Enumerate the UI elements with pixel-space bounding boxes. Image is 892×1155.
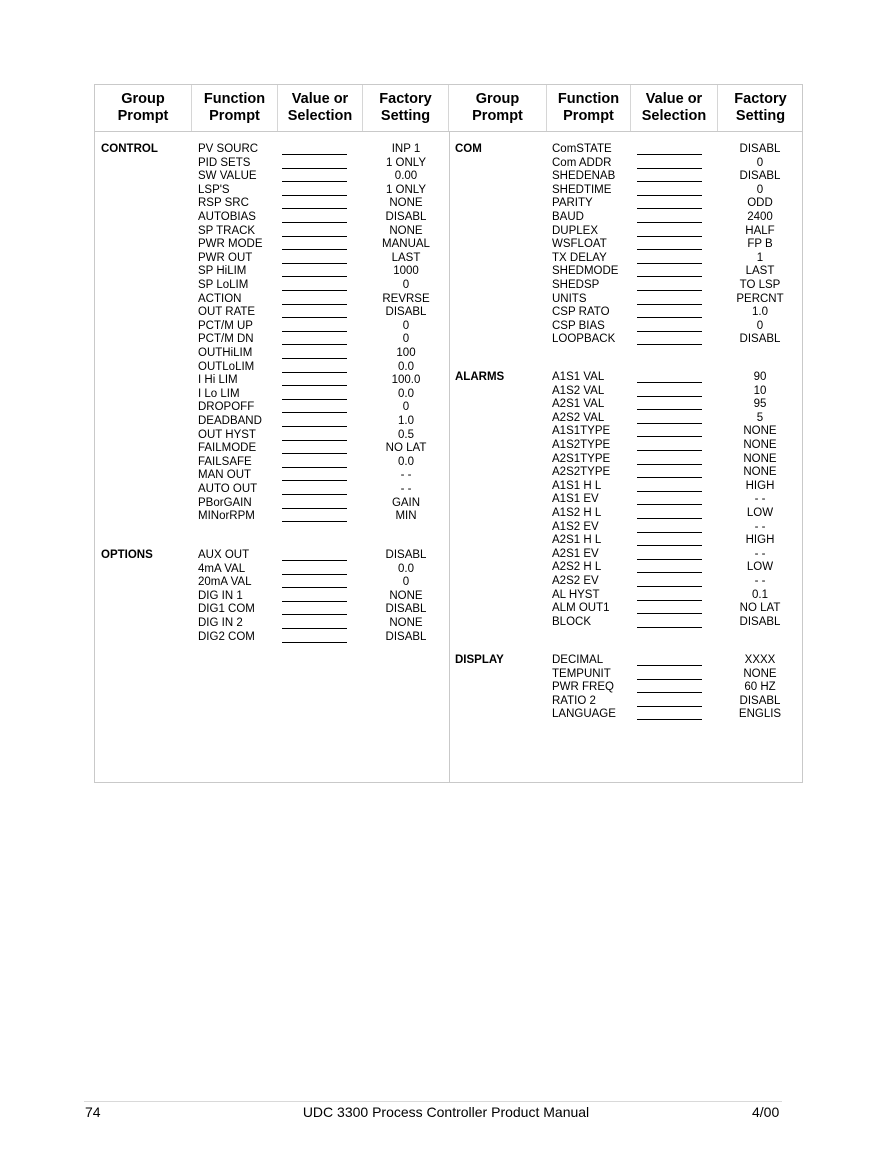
factory-setting: LAST bbox=[745, 265, 775, 278]
factory-setting: NONE bbox=[743, 466, 777, 479]
function-prompt: LOOPBACK bbox=[552, 333, 616, 346]
factory-setting: DISABL bbox=[385, 603, 427, 616]
factory-setting: NONE bbox=[743, 667, 777, 680]
factory-setting: - - bbox=[754, 493, 766, 506]
value-entry-blank[interactable] bbox=[282, 358, 347, 359]
header-factory-setting-right: Factory Setting bbox=[734, 91, 787, 124]
factory-setting: DISABL bbox=[739, 170, 781, 183]
function-prompt: A1S2 H L bbox=[552, 507, 602, 519]
header-group-prompt-left: Group Prompt bbox=[95, 85, 192, 131]
value-entry-blank[interactable] bbox=[282, 412, 347, 413]
factory-setting: DISABL bbox=[385, 306, 427, 319]
value-entry-blank[interactable] bbox=[282, 453, 347, 454]
factory-setting: ODD bbox=[747, 197, 773, 210]
header-value-selection-right: Value or Selection bbox=[631, 85, 718, 131]
function-prompt: DUPLEX bbox=[552, 224, 599, 237]
factory-setting: LOW bbox=[746, 507, 774, 519]
value-entry-blank[interactable] bbox=[637, 344, 702, 345]
factory-setting: NONE bbox=[743, 425, 777, 438]
factory-setting: NONE bbox=[389, 197, 423, 210]
function-prompt: Com ADDR bbox=[552, 156, 612, 169]
function-prompt: FAILMODE bbox=[198, 442, 257, 455]
group-name: COM bbox=[455, 143, 482, 155]
factory-setting: DISABL bbox=[385, 211, 427, 223]
factory-setting: 0.0 bbox=[398, 360, 414, 373]
function-prompt: PWR FREQ bbox=[552, 681, 614, 694]
function-prompt: A1S2TYPE bbox=[552, 439, 611, 451]
value-entry-blank[interactable] bbox=[637, 181, 702, 182]
function-prompt: OUT RATE bbox=[198, 306, 256, 319]
footer-title: UDC 3300 Process Controller Product Manual bbox=[302, 1104, 590, 1120]
function-prompt: SP HiLIM bbox=[198, 265, 247, 278]
factory-setting: INP 1 bbox=[391, 143, 421, 155]
page-number: 74 bbox=[85, 1104, 101, 1120]
function-prompt: SHEDSP bbox=[552, 279, 600, 291]
value-entry-blank[interactable] bbox=[282, 601, 347, 602]
function-prompt: OUTHiLIM bbox=[198, 347, 253, 359]
function-prompt: SP TRACK bbox=[198, 224, 256, 237]
factory-setting: 1.0 bbox=[398, 415, 414, 427]
value-entry-blank[interactable] bbox=[637, 504, 702, 505]
function-prompt: SHEDTIME bbox=[552, 183, 612, 196]
factory-setting: XXXX bbox=[744, 654, 776, 666]
function-prompt: DIG IN 1 bbox=[198, 589, 243, 602]
function-prompt: FAILSAFE bbox=[198, 455, 252, 468]
function-prompt: RATIO 2 bbox=[552, 694, 596, 707]
function-prompt: LANGUAGE bbox=[552, 708, 616, 721]
header-value-selection-left: Value or Selection bbox=[278, 85, 363, 131]
function-prompt: AUTO OUT bbox=[198, 483, 258, 495]
value-entry-blank[interactable] bbox=[637, 290, 702, 291]
factory-setting: 5 bbox=[756, 411, 764, 424]
value-entry-blank[interactable] bbox=[282, 317, 347, 318]
value-entry-blank[interactable] bbox=[282, 331, 347, 332]
factory-setting: PERCNT bbox=[736, 292, 784, 305]
function-prompt: A2S2 VAL bbox=[552, 411, 605, 424]
value-entry-blank[interactable] bbox=[637, 692, 702, 693]
function-prompt: PARITY bbox=[552, 197, 593, 210]
function-prompt: A1S2 EV bbox=[552, 520, 599, 533]
factory-setting: 1 ONLY bbox=[385, 156, 427, 169]
value-entry-blank[interactable] bbox=[637, 249, 702, 250]
factory-setting: FP B bbox=[747, 238, 773, 251]
value-entry-blank[interactable] bbox=[282, 480, 347, 481]
function-prompt: DIG2 COM bbox=[198, 630, 255, 643]
factory-setting: - - bbox=[400, 469, 412, 482]
function-prompt: MAN OUT bbox=[198, 469, 252, 482]
value-entry-blank[interactable] bbox=[637, 331, 702, 332]
factory-setting: NONE bbox=[389, 224, 423, 237]
function-prompt: AUTOBIAS bbox=[198, 211, 256, 223]
function-prompt: A1S2 VAL bbox=[552, 384, 605, 397]
factory-setting: 0 bbox=[402, 401, 410, 414]
factory-setting: LAST bbox=[391, 251, 421, 264]
header-function-prompt-right: Function Prompt bbox=[547, 85, 631, 131]
value-entry-blank[interactable] bbox=[637, 719, 702, 720]
function-prompt: PCT/M UP bbox=[198, 319, 253, 332]
value-entry-blank[interactable] bbox=[637, 706, 702, 707]
factory-setting: - - bbox=[754, 575, 766, 587]
value-entry-blank[interactable] bbox=[637, 559, 702, 560]
factory-setting: NONE bbox=[743, 439, 777, 451]
table-header bbox=[95, 85, 802, 132]
factory-setting: 90 bbox=[753, 371, 767, 383]
value-entry-blank[interactable] bbox=[282, 168, 347, 169]
value-entry-blank[interactable] bbox=[282, 628, 347, 629]
factory-setting: 1.0 bbox=[752, 306, 768, 319]
value-entry-blank[interactable] bbox=[282, 587, 347, 588]
value-entry-blank[interactable] bbox=[637, 586, 702, 587]
value-entry-blank[interactable] bbox=[282, 236, 347, 237]
function-prompt: AL HYST bbox=[552, 588, 600, 601]
value-entry-blank[interactable] bbox=[637, 423, 702, 424]
function-prompt: 20mA VAL bbox=[198, 576, 252, 589]
value-entry-blank[interactable] bbox=[637, 409, 702, 410]
value-entry-blank[interactable] bbox=[637, 572, 702, 573]
value-entry-blank[interactable] bbox=[637, 679, 702, 680]
function-prompt: CSP RATO bbox=[552, 306, 610, 319]
value-entry-blank[interactable] bbox=[637, 396, 702, 397]
value-entry-blank[interactable] bbox=[282, 642, 347, 643]
value-entry-blank[interactable] bbox=[282, 154, 347, 155]
function-prompt: UNITS bbox=[552, 292, 587, 305]
value-entry-blank[interactable] bbox=[282, 614, 347, 615]
function-prompt: BAUD bbox=[552, 211, 584, 223]
function-prompt: OUTLoLIM bbox=[198, 360, 255, 373]
function-prompt: TEMPUNIT bbox=[552, 667, 611, 680]
value-entry-blank[interactable] bbox=[637, 263, 702, 264]
value-entry-blank[interactable] bbox=[282, 263, 347, 264]
value-entry-blank[interactable] bbox=[282, 290, 347, 291]
factory-setting: NO LAT bbox=[739, 602, 781, 615]
function-prompt: PID SETS bbox=[198, 156, 251, 169]
value-entry-blank[interactable] bbox=[282, 560, 347, 561]
value-entry-blank[interactable] bbox=[282, 574, 347, 575]
function-prompt: A2S2 H L bbox=[552, 561, 602, 574]
function-prompt: A2S1 EV bbox=[552, 547, 599, 560]
value-entry-blank[interactable] bbox=[637, 317, 702, 318]
value-entry-blank[interactable] bbox=[637, 665, 702, 666]
factory-setting: 0.5 bbox=[398, 428, 414, 441]
function-prompt: LSP'S bbox=[198, 183, 230, 196]
factory-setting: 0 bbox=[756, 183, 764, 196]
value-entry-blank[interactable] bbox=[282, 181, 347, 182]
factory-setting: 10 bbox=[753, 384, 767, 397]
factory-setting: LOW bbox=[746, 561, 774, 574]
function-prompt: DEADBAND bbox=[198, 415, 262, 427]
value-entry-blank[interactable] bbox=[637, 154, 702, 155]
value-entry-blank[interactable] bbox=[637, 532, 702, 533]
value-entry-blank[interactable] bbox=[637, 450, 702, 451]
value-entry-blank[interactable] bbox=[637, 600, 702, 601]
factory-setting: 60 HZ bbox=[744, 681, 776, 694]
factory-setting: 0 bbox=[402, 333, 410, 346]
factory-setting: - - bbox=[754, 547, 766, 560]
factory-setting: DISABL bbox=[739, 615, 781, 628]
function-prompt: ComSTATE bbox=[552, 143, 612, 155]
header-function-prompt-left: Function Prompt bbox=[192, 85, 278, 131]
value-entry-blank[interactable] bbox=[282, 521, 347, 522]
factory-setting: DISABL bbox=[385, 630, 427, 643]
function-prompt: I Hi LIM bbox=[198, 374, 238, 387]
value-entry-blank[interactable] bbox=[637, 518, 702, 519]
value-entry-blank[interactable] bbox=[282, 426, 347, 427]
value-entry-blank[interactable] bbox=[637, 491, 702, 492]
factory-setting: 2400 bbox=[747, 211, 773, 223]
function-prompt: DIG1 COM bbox=[198, 603, 255, 616]
factory-setting: 0 bbox=[402, 576, 410, 589]
value-entry-blank[interactable] bbox=[637, 613, 702, 614]
center-divider bbox=[449, 131, 450, 782]
factory-setting: 1 bbox=[756, 251, 764, 264]
value-entry-blank[interactable] bbox=[282, 372, 347, 373]
function-prompt: CSP BIAS bbox=[552, 319, 605, 332]
function-prompt: PWR MODE bbox=[198, 238, 263, 251]
value-entry-blank[interactable] bbox=[637, 195, 702, 196]
value-entry-blank[interactable] bbox=[282, 440, 347, 441]
function-prompt: PBorGAIN bbox=[198, 496, 252, 509]
value-entry-blank[interactable] bbox=[637, 627, 702, 628]
factory-setting: 0 bbox=[756, 156, 764, 169]
function-prompt: OUT HYST bbox=[198, 428, 256, 441]
function-prompt: A1S1TYPE bbox=[552, 425, 611, 438]
factory-setting: 0 bbox=[402, 279, 410, 291]
value-entry-blank[interactable] bbox=[282, 195, 347, 196]
factory-setting: 0.1 bbox=[752, 588, 768, 601]
factory-setting: - - bbox=[754, 520, 766, 533]
function-prompt: PCT/M DN bbox=[198, 333, 254, 346]
function-prompt: A2S1 VAL bbox=[552, 398, 605, 411]
group-name: CONTROL bbox=[101, 143, 158, 155]
function-prompt: SHEDMODE bbox=[552, 265, 619, 278]
factory-setting: ENGLIS bbox=[738, 708, 782, 721]
group-name: ALARMS bbox=[455, 371, 505, 383]
factory-setting: NONE bbox=[743, 452, 777, 465]
factory-setting: DISABL bbox=[739, 694, 781, 707]
factory-setting: NO LAT bbox=[385, 442, 427, 455]
factory-setting: REVRSE bbox=[382, 292, 430, 305]
value-entry-blank[interactable] bbox=[637, 436, 702, 437]
factory-setting: HIGH bbox=[745, 479, 775, 492]
configuration-record-table bbox=[94, 84, 803, 783]
factory-setting: MANUAL bbox=[382, 238, 430, 251]
function-prompt: PV SOURC bbox=[198, 143, 259, 155]
value-entry-blank[interactable] bbox=[282, 208, 347, 209]
factory-setting: 95 bbox=[753, 398, 767, 411]
value-entry-blank[interactable] bbox=[637, 208, 702, 209]
factory-setting: 0.0 bbox=[398, 387, 414, 400]
function-prompt: I Lo LIM bbox=[198, 387, 240, 400]
function-prompt: RSP SRC bbox=[198, 197, 249, 210]
factory-setting: DISABL bbox=[385, 549, 427, 561]
factory-setting: 100 bbox=[396, 347, 416, 359]
value-entry-blank[interactable] bbox=[282, 385, 347, 386]
value-entry-blank[interactable] bbox=[637, 236, 702, 237]
factory-setting: TO LSP bbox=[739, 279, 781, 291]
factory-setting: GAIN bbox=[391, 496, 421, 509]
function-prompt: ACTION bbox=[198, 292, 242, 305]
factory-setting: MIN bbox=[395, 510, 417, 523]
function-prompt: SHEDENAB bbox=[552, 170, 616, 183]
function-prompt: A2S1TYPE bbox=[552, 452, 611, 465]
value-entry-blank[interactable] bbox=[637, 477, 702, 478]
group-name: DISPLAY bbox=[455, 654, 504, 666]
factory-setting: DISABL bbox=[739, 143, 781, 155]
value-entry-blank[interactable] bbox=[637, 464, 702, 465]
function-prompt: A1S1 EV bbox=[552, 493, 599, 506]
factory-setting: 0.00 bbox=[394, 170, 418, 183]
header-group-prompt-right: Group Prompt bbox=[449, 85, 547, 131]
function-prompt: DIG IN 2 bbox=[198, 617, 243, 629]
value-entry-blank[interactable] bbox=[282, 249, 347, 250]
value-entry-blank[interactable] bbox=[282, 494, 347, 495]
value-entry-blank[interactable] bbox=[637, 168, 702, 169]
factory-setting: - - bbox=[400, 483, 412, 495]
function-prompt: A2S2TYPE bbox=[552, 466, 611, 479]
value-entry-blank[interactable] bbox=[282, 276, 347, 277]
function-prompt: WSFLOAT bbox=[552, 238, 607, 251]
value-entry-blank[interactable] bbox=[282, 222, 347, 223]
function-prompt: BLOCK bbox=[552, 615, 591, 628]
factory-setting: 100.0 bbox=[391, 374, 421, 387]
function-prompt: DROPOFF bbox=[198, 401, 255, 414]
function-prompt: A2S2 EV bbox=[552, 575, 599, 587]
value-entry-blank[interactable] bbox=[282, 304, 347, 305]
value-entry-blank[interactable] bbox=[282, 344, 347, 345]
function-prompt: TX DELAY bbox=[552, 251, 607, 264]
value-entry-blank[interactable] bbox=[637, 222, 702, 223]
header-factory-setting-left: Factory Setting bbox=[363, 85, 449, 131]
value-entry-blank[interactable] bbox=[637, 382, 702, 383]
function-prompt: 4mA VAL bbox=[198, 562, 246, 575]
function-prompt: ALM OUT1 bbox=[552, 602, 610, 615]
value-entry-blank[interactable] bbox=[282, 508, 347, 509]
value-entry-blank[interactable] bbox=[637, 276, 702, 277]
factory-setting: 0.0 bbox=[398, 562, 414, 575]
function-prompt: SP LoLIM bbox=[198, 279, 249, 291]
function-prompt: AUX OUT bbox=[198, 549, 250, 561]
value-entry-blank[interactable] bbox=[637, 545, 702, 546]
factory-setting: 0 bbox=[756, 319, 764, 332]
factory-setting: HIGH bbox=[745, 534, 775, 547]
function-prompt: PWR OUT bbox=[198, 251, 253, 264]
value-entry-blank[interactable] bbox=[282, 467, 347, 468]
function-prompt: DECIMAL bbox=[552, 654, 604, 666]
factory-setting: DISABL bbox=[739, 333, 781, 346]
footer-rule bbox=[84, 1101, 782, 1102]
value-entry-blank[interactable] bbox=[282, 399, 347, 400]
factory-setting: 1000 bbox=[393, 265, 419, 278]
factory-setting: NONE bbox=[389, 617, 423, 629]
function-prompt: MINorRPM bbox=[198, 510, 255, 523]
value-entry-blank[interactable] bbox=[637, 304, 702, 305]
factory-setting: NONE bbox=[389, 589, 423, 602]
function-prompt: A1S1 H L bbox=[552, 479, 602, 492]
factory-setting: 0 bbox=[402, 319, 410, 332]
factory-setting: 0.0 bbox=[398, 455, 414, 468]
function-prompt: A2S1 H L bbox=[552, 534, 602, 547]
group-name: OPTIONS bbox=[101, 549, 153, 561]
factory-setting: 1 ONLY bbox=[385, 183, 427, 196]
function-prompt: SW VALUE bbox=[198, 170, 257, 183]
function-prompt: A1S1 VAL bbox=[552, 371, 605, 383]
factory-setting: HALF bbox=[745, 224, 775, 237]
footer-date: 4/00 bbox=[752, 1104, 780, 1120]
